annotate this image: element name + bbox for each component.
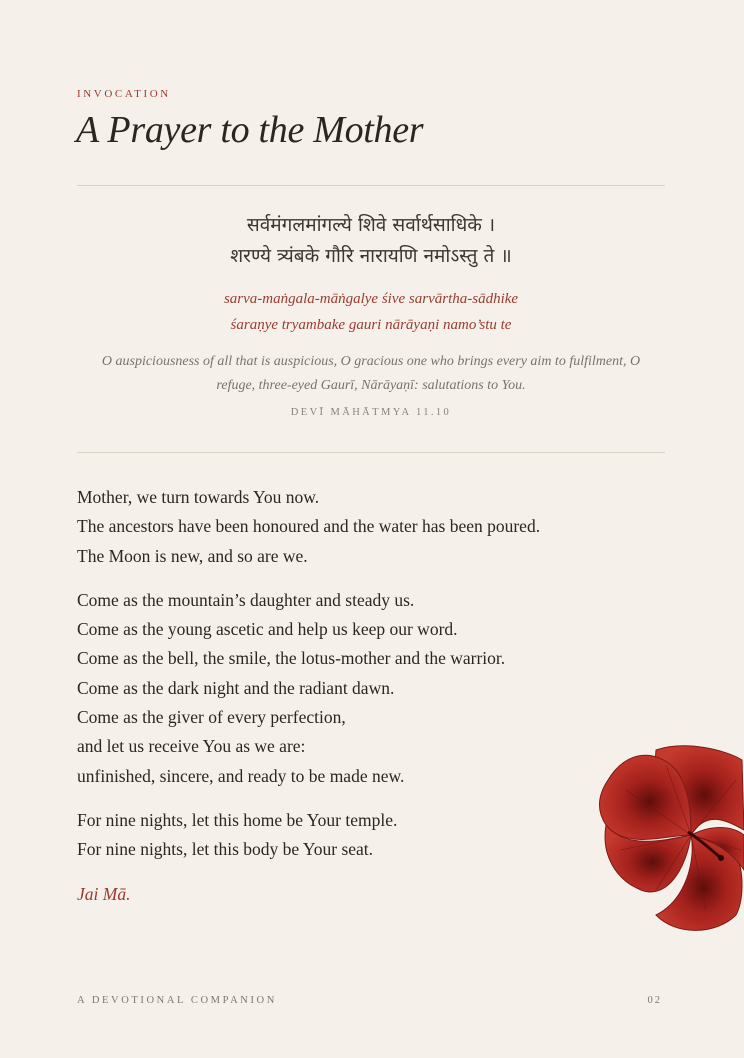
- translation-line: refuge, three-eyed Gaurī, Nārāyaṇī: salutations to You.: [216, 378, 526, 393]
- poem-line: Come as the young ascetic and help us keep our word.: [77, 619, 458, 640]
- devanagari-line: शरण्ये त्र्यंबके गौरि नारायणि नमोऽस्तु ते ॥: [230, 245, 512, 267]
- poem-line: Come as the bell, the smile, the lotus-mother and the warrior.: [77, 648, 506, 669]
- poem-line: The ancestors have been honoured and the water has been poured.: [77, 516, 541, 537]
- sanskrit-verse-block: [77, 210, 665, 418]
- poem-line: unfinished, sincere, and ready to be made new.: [77, 765, 405, 786]
- poem-line: For nine nights, let this home be Your temple.: [77, 809, 398, 830]
- poem-line: For nine nights, let this body be Your seat.: [77, 839, 374, 860]
- bottom-divider: [77, 452, 665, 453]
- red-hibiscus-icon: [596, 740, 744, 936]
- top-divider: [77, 185, 665, 186]
- poem-line: Come as the mountain’s daughter and steady us.: [77, 589, 415, 610]
- section-eyebrow: INVOCATION: [77, 88, 171, 100]
- footer-title: A DEVOTIONAL COMPANION: [77, 995, 277, 1006]
- transliteration-line: sarva-maṅgala-māṅgalye śive sarvārtha-sādhike: [223, 291, 519, 307]
- translation: [77, 350, 665, 398]
- devanagari-verse: [77, 210, 665, 272]
- poem-line: Come as the giver of every perfection,: [77, 707, 346, 728]
- devanagari-line: सर्वमंगलमांगल्ये शिवे सर्वार्थसाधिके ।: [246, 214, 496, 236]
- verse-source: DEVĪ MĀHĀTMYA 11.10: [290, 407, 452, 418]
- transliteration-line: śaraṇye tryambake gauri nārāyaṇi namo’stu te: [230, 317, 512, 333]
- stanza: [77, 586, 637, 791]
- translation-line: O auspiciousness of all that is auspicious, O gracious one who brings every aim to fulfilment, O: [101, 354, 641, 369]
- stanza: [77, 806, 637, 865]
- page-number: 02: [647, 995, 662, 1006]
- page-title: A Prayer to the Mother: [76, 109, 424, 151]
- poem-line: Mother, we turn towards You now.: [77, 487, 320, 507]
- poem-line: The Moon is new, and so are we.: [77, 545, 308, 566]
- prayer-poem: [77, 483, 637, 909]
- poem-line: Come as the dark night and the radiant dawn.: [77, 677, 395, 698]
- closing-salutation: Jai Mā.: [77, 883, 131, 904]
- poem-line: and let us receive You as we are:: [77, 736, 306, 757]
- transliteration: [77, 286, 665, 338]
- stanza: [77, 483, 637, 571]
